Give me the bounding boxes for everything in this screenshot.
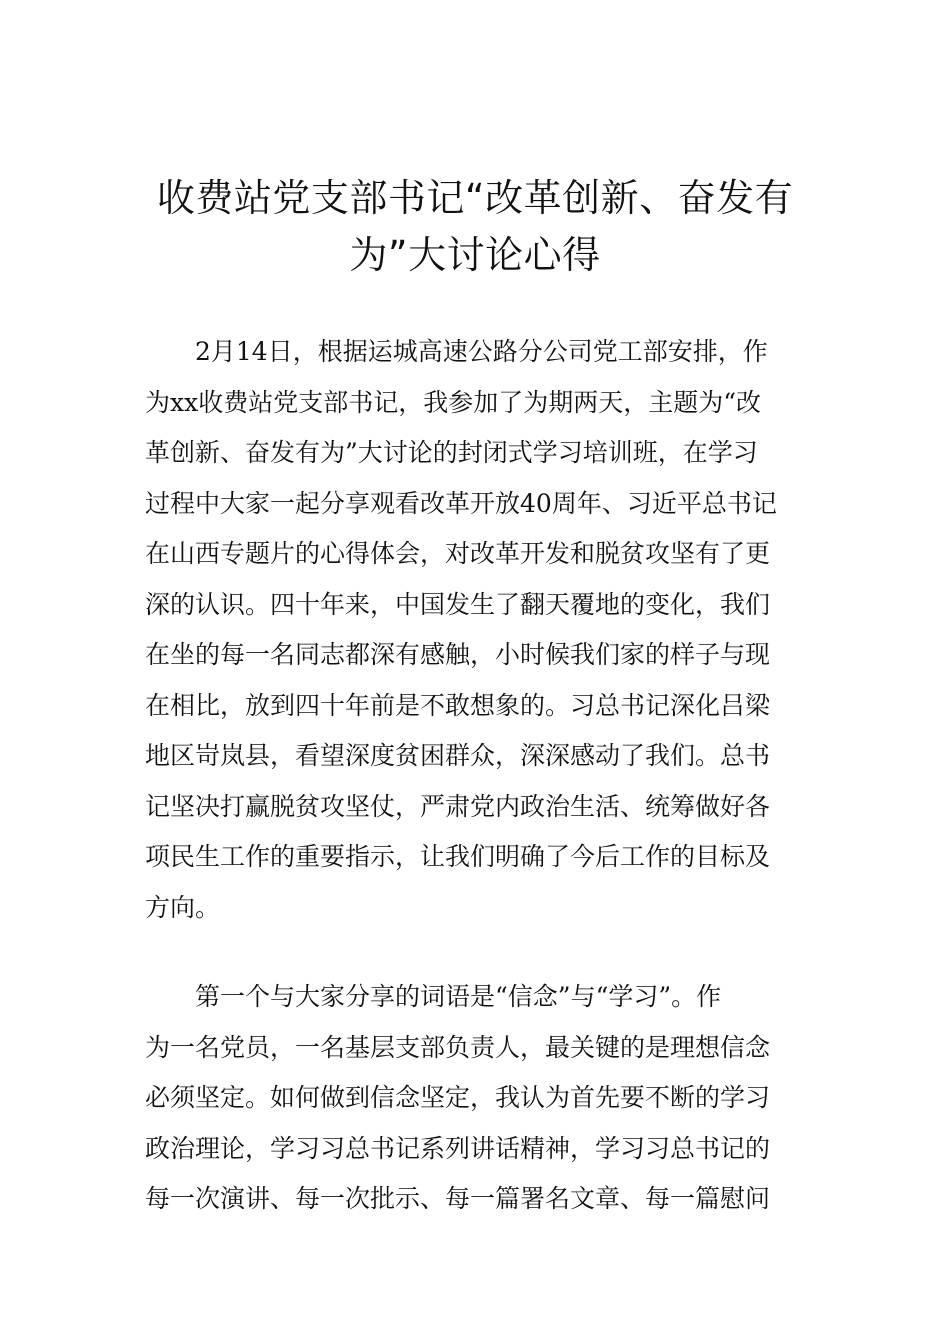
paragraph-line: 革创新、奋发有为”大讨论的封闭式学习培训班，在学习: [145, 438, 758, 467]
paragraph-line: 记坚决打赢脱贫攻坚仗，严肃党内政治生活、统筹做好各: [145, 791, 771, 821]
paragraph-line: 在坐的每一名同志都深有感触，小时候我们家的样子与现: [145, 640, 771, 669]
title-line-1: 收费站党支部书记“改革创新、奋发有: [156, 176, 794, 220]
paragraph-2: [145, 972, 810, 1225]
paragraph-line: 深的认识。四十年来，中国发生了翻天覆地的变化，我们: [145, 589, 771, 619]
paragraph-line: 项民生工作的重要指示，让我们明确了今后工作的目标及: [145, 842, 771, 871]
paragraph-line: 过程中大家一起分享观看改革开放40周年、习近平总书记: [145, 488, 777, 518]
paragraph-line: 为xx收费站党支部书记，我参加了为期两天，主题为“改: [145, 387, 761, 417]
paragraph-line: 必须坚定。如何做到信念坚定，我认为首先要不断的学习: [145, 1083, 771, 1112]
paragraph-line: 每一次演讲、每一次批示、每一篇署名文章、每一篇慰问: [145, 1184, 771, 1213]
paragraph-line: 为一名党员，一名基层支部负责人，最关键的是理想信念: [145, 1032, 771, 1062]
paragraph-line: 2月14日，根据运城高速公路分公司党工部安排，作: [145, 337, 768, 366]
paragraph-1: [145, 327, 810, 933]
paragraph-line: 在山西专题片的心得体会，对改革开发和脱贫攻坚有了更: [145, 539, 771, 568]
paragraph-line: 在相比，放到四十年前是不敢想象的。习总书记深化吕梁: [145, 690, 771, 720]
title-line-2: 为”大讨论心得: [349, 233, 601, 277]
paragraph-line: 方向。: [145, 892, 221, 922]
document-title: [150, 170, 800, 284]
paragraph-line: 地区岢岚县，看望深度贫困群众，深深感动了我们。总书: [145, 741, 771, 770]
paragraph-line: 第一个与大家分享的词语是“信念”与“学习”。作: [145, 982, 722, 1011]
paragraph-line: 政治理论，学习习总书记系列讲话精神，学习习总书记的: [145, 1133, 771, 1163]
